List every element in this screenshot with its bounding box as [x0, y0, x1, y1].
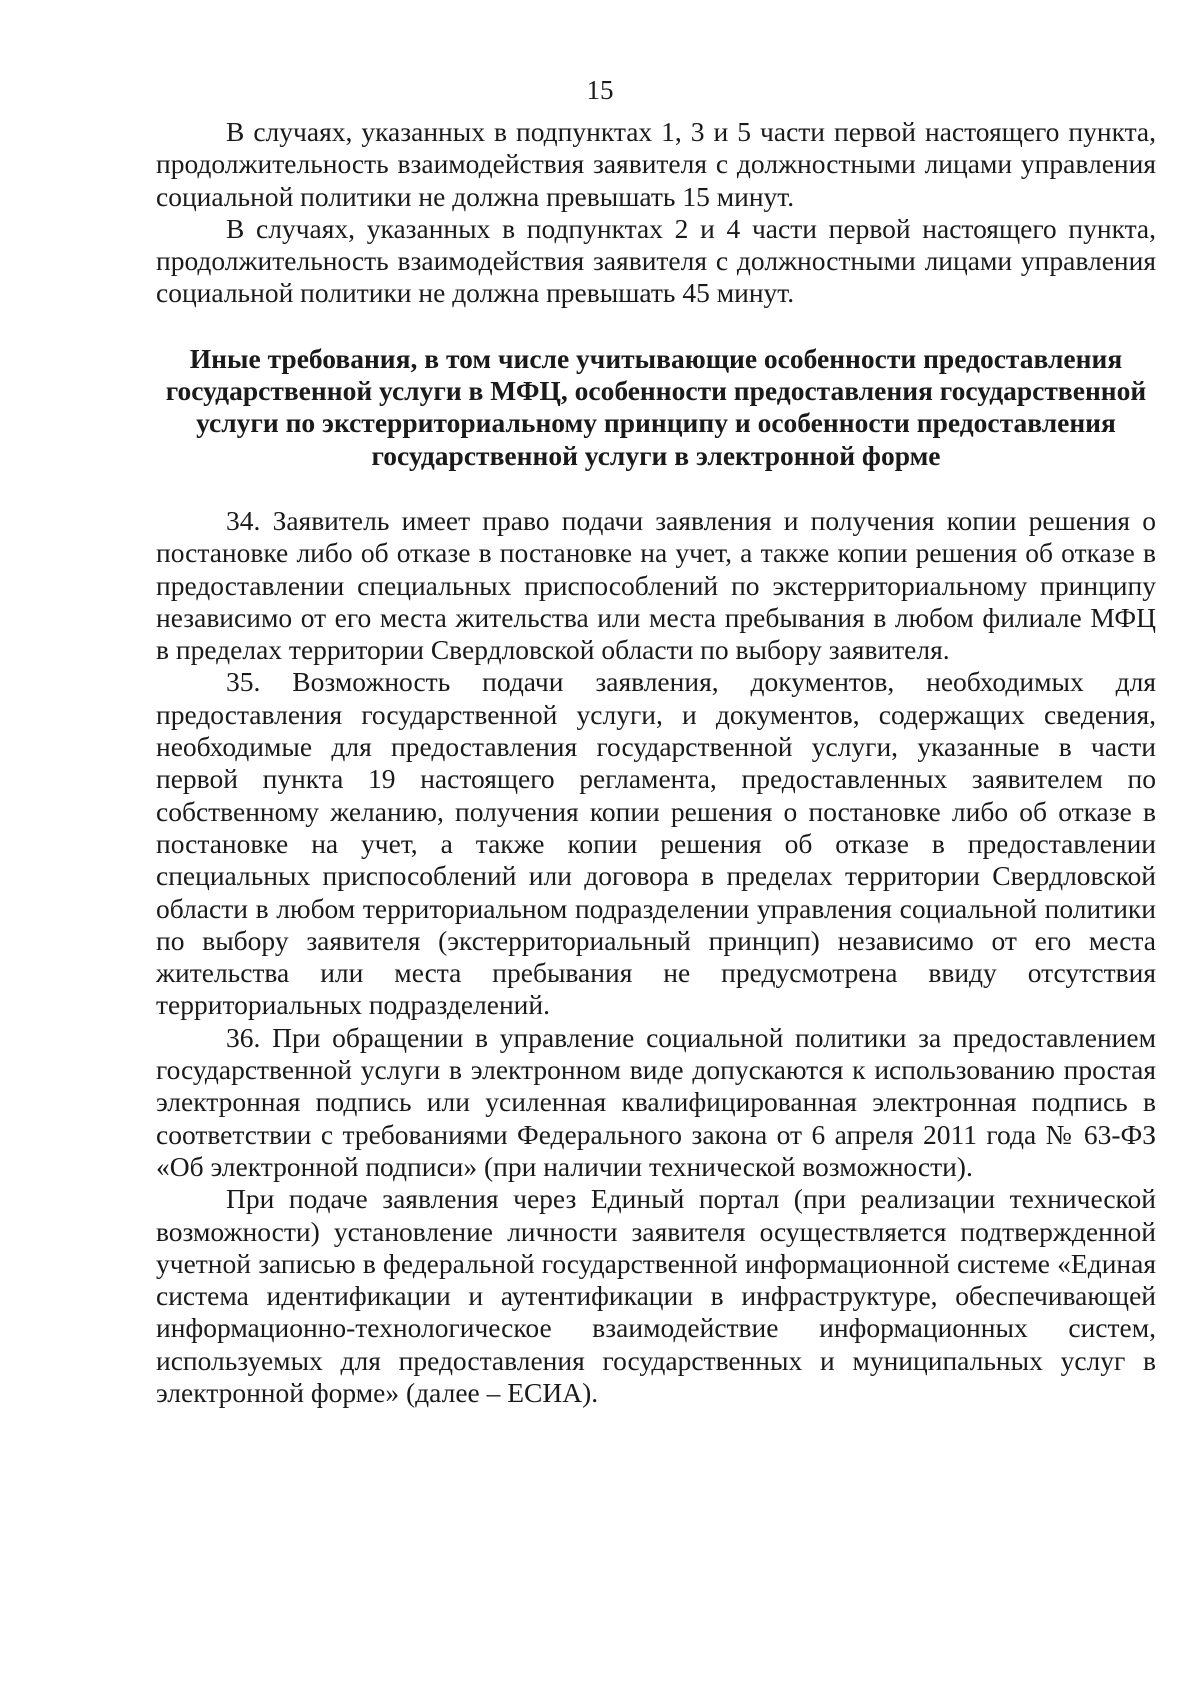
paragraph-duration-45-minutes: В случаях, указанных в подпунктах 2 и 4 части первой настоящего пункта, продолжительность взаимодействия заявителя с должностными лицами управления социальной политики не должна превышать 45 минут. [156, 212, 1156, 309]
paragraph-34: 34. Заявитель имеет право подачи заявления и получения копии решения о постановке либо об отказе в постановке на учет, а также копии решения об отказе в предоставлении специальных приспособлений по экстерриториальному принципу независимо от его места жительства или места пребывания в любом филиале МФЦ в пределах территории Свердловской области по выбору заявителя. [156, 504, 1156, 666]
paragraph-36: 36. При обращении в управление социальной политики за предоставлением государственной услуги в электронном виде допускаются к использованию простая электронная подпись или усиленная квалифицированная электронная подпись в соответствии с требованиями Федерального закона от 6 апреля 2011 года № 63-ФЗ «Об электронной подписи» (при наличии технической возможности). [156, 1021, 1156, 1182]
paragraph-esia: При подаче заявления через Единый портал (при реализации технической возможности) установление личности заявителя осуществляется подтвержденной учетной записью в федеральной государственной информационной системе «Единая система идентификации и аутентификации в инфраструктуре, обеспечивающей информационно-технологическое взаимодействие информационных систем, используемых для предоставления государственных и муниципальных услуг в электронной форме» (далее – ЕСИА). [156, 1183, 1156, 1408]
paragraph-35: 35. Возможность подачи заявления, документов, необходимых для предоставления государственной услуги, и документов, содержащих сведения, необходимые для предоставления государственной услуги, указанные в части первой пункта 19 настоящего регламента, предоставленных заявителем по собственному желанию, получения копии решения о постановке либо об отказе в постановке на учет, а также копии решения об отказе в предоставлении специальных приспособлений или договора в пределах территории Свердловской области в любом территориальном подразделении управления социальной политики по выбору заявителя (экстерриториальный принцип) независимо от его места жительства или места пребывания не предусмотрена ввиду отсутствия территориальных подразделений. [156, 666, 1156, 1021]
paragraph-duration-15-minutes: В случаях, указанных в подпунктах 1, 3 и 5 части первой настоящего пункта, продолжительность взаимодействия заявителя с должностными лицами управления социальной политики не должна превышать 15 минут. [156, 116, 1156, 212]
page-number: 15 [586, 75, 614, 105]
document-body [156, 116, 1156, 1409]
section-heading: Иные требования, в том числе учитывающие особенности предоставления государственной услуги в МФЦ, особенности предоставления государственной услуги по экстерриториальному принципу и особенности предоставления государственной услуги в электронной форме [165, 342, 1147, 471]
